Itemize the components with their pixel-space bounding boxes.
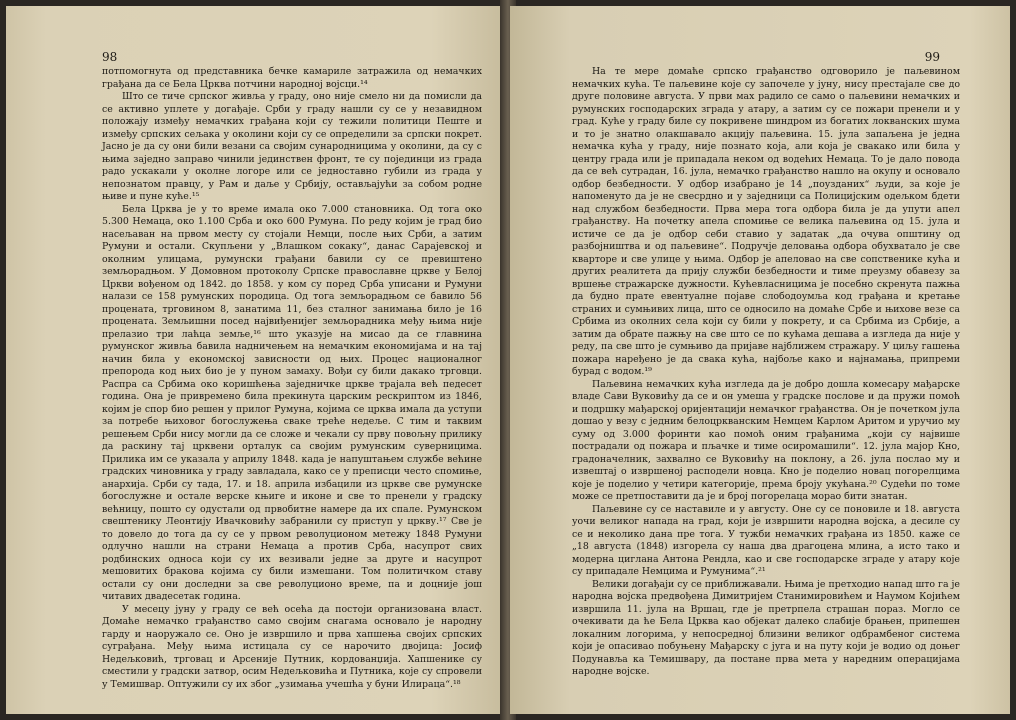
right-page	[510, 6, 1010, 714]
page-body	[102, 66, 482, 691]
left-page	[6, 6, 506, 714]
paragraph: Паљевина немачких кућа изгледа да је добро дошла комесару мађарске владе Сави Вуковићу да се и он умеша у градске послове и да пружи помоћ и подршку мађарској оријентацији немачког грађанства. Он је почетком јула дошао у везу с једним белоцркванским Немцем Карлом Аритом и уручио му суму од 3.000 форинти као помоћ оним грађанима „који су највише пострадали од пожара и пљачке и тиме осиромашили“. 12. јула мајор Кно, градоначелник, захвално се Вуковићу на поклону, а 26. јула послао му и извештај о извршеној расподели новца. Кно је поделио новац погорелцима које је поделио у четири категорије, према броју укућана.²⁰ Судећи по томе може се претпоставити да је и број погорелаца морао бити знатан.	[572, 378, 960, 502]
page-number: 98	[102, 50, 118, 64]
page-body	[572, 66, 960, 679]
paragraph: потпомогнута од представника бечке камариле затражила од немачких грађана да се Бела Црква потчини народној војсци.¹⁴	[102, 66, 482, 90]
paragraph: На те мере домаће српско грађанство одговорило је паљевином немачких кућа. Те паљевине које су започеле у јуну, нису престајале све до друге половине августа. У први мах радило се само о паљевини немачких и румунских господарских зграда у атару, а затим су се пожари пренели и у град. Куће у граду биле су покривене шиндром из богатих локванских шума и то је знатно олакшавало акцију паљевина. 15. јула запаљена је једна немачка кућа у граду, није познато која, али која је свакако или била у центру града или је припадала неком од водећих Немаца. То је дало повода да се већ сутрадан, 16. јула, немачко грађанство нашло на окупу и основало одбор безбедности. У одбор изабрано је 14 „поузданих“ људи, за које је напоменуто да је не свесрдно и у заједници са Полицијским одељком бдети над службом безбедности. Прва мера тога одбора била је да упути апел грађанству. На почетку апела спомиње се велика паљевина од 15. јула и истиче се да је одбор себи ставио у задатак „да очува општину од разбојништва и од паљевине“. Подручје деловања одбора обухватало је све кварторе и све улице у њима. Одбор је апеловао на све сопственике кућа и других реалитета да прију служби безбедности и тиме преузму обавезу за вршење стражарске дужности. Кућевласницима је посебно скренута пажња да будно прате евентуалне појаве слободоумља код грађана и кретање страних и сумњивих лица, што се односило на домаће Србе и њихове везе са Србима из околних села који су били у покрету, и са Србима из Србије, а затим да обрате пажњу на све што се по кућама дешава а изгледа да није у реду, па све што је сумњиво да пријаве најближем стражару. У циљу гашења пожара наређено је да свака кућа, најбоље како и најнамања, припреми бурад с водом.¹⁹	[572, 66, 960, 377]
paragraph: Велики догађаји су се приближавали. Њима је претходио напад што га је народна војска предвођена Димитријем Станимировићем и Наумом Којићем извршила 11. јула на Вршац, где је претрпела страшан пораз. Могло се очекивати да ће Бела Црква као објекат далеко слабије брањен, припешен локалним логорима, у непосредној близини великог одбрамбеног система који је опасивао побуњену Мађарску с југа и на путу који је водио од доњег Подунавља ка Темишвару, да постане прва мета у наредним операцијама народне војске.	[572, 578, 960, 677]
paragraph: Паљевине су се наставиле и у августу. Оне су се поновиле и 18. августа уочи великог напада на град, који је извршити народна војска, а десиле су се и неколико дана пре тога. У тужби немачких грађана из 1850. каже се „18 августа (1848) изгорела су наша два драгоцена млина, а исто тако и модерна циглана Антона Рендла, као и све господарске зграде у атару које су припадале Немцима и Румунима“.²¹	[572, 503, 960, 577]
page-number: 99	[924, 50, 940, 64]
paragraph: Што се тиче српског живља у граду, оно није смело ни да помисли да се активно уплете у догађаје. Срби у граду нашли су се у незавидном положају између немачких грађана који су тежили политици Пеште и између српских сељака у околини који су се определили за српски покрет. Јасно је да су они били везани са својим сународницима у околини, да су с њима заједно заправо чинили јединствен фронт, те су појединци из града радо ускакали у околне логоре или се једноставно губили из града у непознатом правцу, у Рам и даље у Србију, остављајући за собом родне њиве и пуне куће.¹⁵	[102, 91, 482, 202]
paragraph: У месецу јуну у граду се већ осећа да постоји организована власт. Домаће немачко грађанство само својим снагама основало је народну гарду и наоружало се. Оно је извршило и прва хапшења својих српских суграђана. Међу њима истицала су се нарочито двојица: Јосиф Недељковић, трговац и Арсеније Путник, кордованџија. Хапшенике су сместили у градски затвор, осим Недељковића и Путника, које су спровели у Темишвар. Оптужили су их због „узимања учешћа у буни Илираца“.¹⁸	[102, 603, 482, 690]
paragraph: Бела Црква је у то време имала око 7.000 становника. Од тога око 5.300 Немаца, око 1.100 Срба и око 600 Румуна. По реду којим је град био насељаван на првом месту су стојали Немци, после њих Срби, а затим Румуни и остали. Скупљени у „Влашком сокаку“, данас Сарајевској и околним улицама, румунски грађани бавили су се превиштено земљорадњом. У Домовном протоколу Српске православне цркве у Белој Цркви вођеном од 1842. до 1858. у ком су поред Срба уписани и Румуни налази се 158 румунских породица. Од тога земљорадњом се бавило 56 процената, трговином 8, занатима 11, без сталног занимања било је 16 процената. Земљишни посед највиђенијег земљорадника међу њима није прелазио три лаћца земље,¹⁶ што указује на мисао да се главнина румунског живља бавила надничењем на немачким економијама и на тај начин била у економској зависности од њих. Процес националног препорода код њих био је у пуном замаху. Вођи су били дакако трговци. Распра са Србима око коришћења заједничке цркве трајала већ педесет година. Она је привремено била прекинута царским рескриптом из 1846, којим је спор био решен у прилог Румуна, којима се црква имала да уступи за потребе њиховог богослужења сваке треће недеље. С тим и таквим решењем Срби нису могли да се сложе и чекали су прву повољну прилику да раскину тај црквени орталук са својим румунским суверницима. Прилика им се указала у априлу 1848. када је напуштањем службе већине градских чиновника у граду завладала, како се у преписци често спомиње, анархија. Срби су тада, 17. и 18. априла избацили из цркве све румунске богослужне и остале верске књиге и иконе и све то пренели у градску већницу, пошто су одустали од првобитне намере да их спале. Румунском свештенику Леонтију Ивачковићу забранили су приступ у цркву.¹⁷ Све је то довело до тога да су се у првом револуционом метежу 1848 Румуни одлучно нашли на страни Немаца а против Срба, насупрот свих родбинских односа који су их везивали једне за друге и насупрот мешовитих бракова којима су били измешани. Том политичком ставу остали су они доследни за све револуционо време, па и доцније још читавих двадесетак година.	[102, 203, 482, 602]
